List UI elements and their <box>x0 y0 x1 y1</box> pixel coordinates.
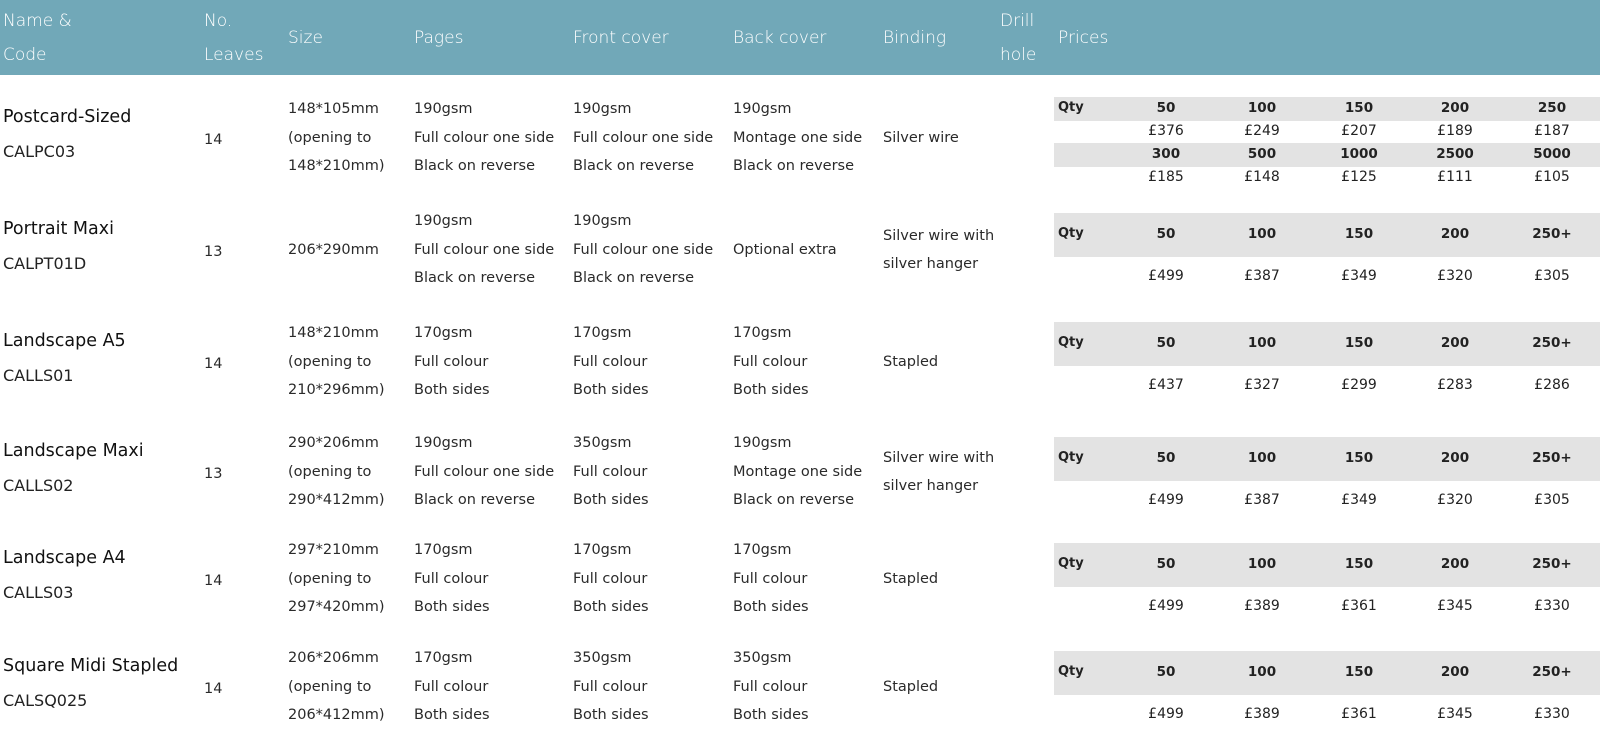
pages-cell <box>414 429 554 515</box>
back-cover-cell <box>733 429 862 515</box>
product-name: Square Midi Stapled <box>3 656 179 676</box>
back-cover-cell-line: Black on reverse <box>733 158 855 175</box>
price-value: £187 <box>1534 123 1570 139</box>
leaves-cell: 14 <box>204 356 223 372</box>
pages-cell-line: Both sides <box>414 382 490 399</box>
binding-cell-line: Stapled <box>883 678 939 695</box>
product-name: Landscape A4 <box>3 548 126 568</box>
header-prices: Prices <box>1058 27 1109 48</box>
qty-value: 100 <box>1247 335 1277 351</box>
header-back-cover: Back cover <box>733 27 827 48</box>
front-cover-cell <box>573 429 649 515</box>
header-binding: Binding <box>883 27 947 48</box>
leaves-cell: 14 <box>204 573 223 589</box>
qty-label: Qty <box>1058 335 1084 350</box>
product-code: CALLS03 <box>3 583 74 602</box>
front-cover-cell-line: Full colour one side <box>573 241 714 258</box>
header-name-line: Name & <box>3 10 72 31</box>
product-code: CALPT01D <box>3 254 87 273</box>
price-value: £305 <box>1534 268 1570 284</box>
back-cover-cell <box>733 644 809 730</box>
price-value: £327 <box>1244 377 1280 393</box>
back-cover-cell <box>733 95 862 181</box>
size-cell <box>288 429 385 515</box>
header-front-cover: Front cover <box>573 27 669 48</box>
front-cover-cell-line: Full colour one side <box>573 129 714 146</box>
pages-cell-line: 190gsm <box>414 213 473 230</box>
qty-value: 100 <box>1247 100 1277 116</box>
front-cover-cell <box>573 207 713 293</box>
price-value: £283 <box>1437 377 1473 393</box>
qty-value: 250+ <box>1532 450 1572 466</box>
pages-cell-line: Black on reverse <box>414 492 536 509</box>
size-cell <box>288 236 379 265</box>
pages-cell-line: Full colour <box>414 353 489 370</box>
pages-cell <box>414 644 490 730</box>
product-code: CALLS02 <box>3 476 74 495</box>
pages-cell <box>414 95 554 181</box>
binding-cell-line: Silver wire with <box>883 449 995 466</box>
back-cover-cell <box>733 536 809 622</box>
size-cell-line: (opening to <box>288 570 372 587</box>
binding-cell <box>883 124 959 153</box>
front-cover-cell-line: Black on reverse <box>573 270 695 287</box>
pages-cell-line: 170gsm <box>414 650 473 667</box>
front-cover-cell-line: 190gsm <box>573 213 632 230</box>
price-value: £330 <box>1534 598 1570 614</box>
pages-cell-line: Both sides <box>414 599 490 616</box>
qty-label: Qty <box>1058 226 1084 241</box>
binding-cell <box>883 565 938 594</box>
size-cell-line: 297*210mm <box>288 542 379 559</box>
pages-cell-line: Full colour one side <box>414 241 555 258</box>
price-value: £349 <box>1341 492 1377 508</box>
qty-label: Qty <box>1058 450 1084 465</box>
back-cover-cell-line: 190gsm <box>733 435 792 452</box>
product-code: CALLS01 <box>3 366 74 385</box>
price-value: £389 <box>1244 706 1280 722</box>
qty-value: 100 <box>1247 450 1277 466</box>
pages-cell-line: Full colour one side <box>414 463 555 480</box>
size-cell-line: (opening to <box>288 353 372 370</box>
front-cover-cell-line: 350gsm <box>573 435 632 452</box>
qty-value: 5000 <box>1533 146 1571 162</box>
price-value: £330 <box>1534 706 1570 722</box>
header-name-code <box>3 0 72 75</box>
qty-label: Qty <box>1058 100 1084 115</box>
binding-cell-line: Silver wire with <box>883 227 995 244</box>
qty-value: 200 <box>1440 335 1470 351</box>
front-cover-cell-line: 350gsm <box>573 650 632 667</box>
back-cover-cell-line: Full colour <box>733 678 808 695</box>
qty-value: 50 <box>1156 664 1176 680</box>
product-name: Postcard-Sized <box>3 107 132 127</box>
qty-label: Qty <box>1058 664 1084 679</box>
qty-value: 250+ <box>1532 664 1572 680</box>
back-cover-cell-line: Both sides <box>733 599 809 616</box>
back-cover-cell-line: 190gsm <box>733 101 792 118</box>
size-cell-line: (opening to <box>288 129 372 146</box>
back-cover-cell <box>733 319 809 405</box>
price-value: £349 <box>1341 268 1377 284</box>
price-value: £345 <box>1437 598 1473 614</box>
front-cover-cell <box>573 95 713 181</box>
price-value: £499 <box>1148 492 1184 508</box>
qty-value: 250+ <box>1532 226 1572 242</box>
front-cover-cell-line: Black on reverse <box>573 158 695 175</box>
binding-cell-line: Stapled <box>883 353 939 370</box>
price-value: £320 <box>1437 268 1473 284</box>
binding-cell <box>883 673 938 702</box>
product-name: Portrait Maxi <box>3 219 114 239</box>
qty-value: 50 <box>1156 556 1176 572</box>
price-value: £125 <box>1341 169 1377 185</box>
back-cover-cell-line: 170gsm <box>733 542 792 559</box>
size-cell-line: 148*210mm <box>288 325 379 342</box>
front-cover-cell <box>573 319 649 405</box>
back-cover-cell-line: Full colour <box>733 353 808 370</box>
qty-value: 50 <box>1156 450 1176 466</box>
size-cell-line: 148*210mm) <box>288 158 385 175</box>
binding-cell-line: silver hanger <box>883 256 979 272</box>
product-name: Landscape A5 <box>3 331 126 351</box>
header-drill-hole <box>1000 0 1036 75</box>
qty-value: 50 <box>1156 226 1176 242</box>
price-value: £376 <box>1148 123 1184 139</box>
qty-value: 500 <box>1247 146 1277 162</box>
price-value: £299 <box>1341 377 1377 393</box>
qty-value: 200 <box>1440 226 1470 242</box>
price-value: £345 <box>1437 706 1473 722</box>
pages-cell-line: 190gsm <box>414 101 473 118</box>
qty-value: 100 <box>1247 664 1277 680</box>
price-value: £105 <box>1534 169 1570 185</box>
price-value: £286 <box>1534 377 1570 393</box>
price-value: £249 <box>1244 123 1280 139</box>
qty-value: 50 <box>1156 100 1176 116</box>
binding-cell <box>883 222 994 279</box>
price-value: £361 <box>1341 598 1377 614</box>
price-value: £387 <box>1244 492 1280 508</box>
size-cell-line: 206*412mm) <box>288 707 385 724</box>
qty-value: 150 <box>1344 100 1374 116</box>
front-cover-cell-line: Full colour <box>573 570 648 587</box>
leaves-cell: 14 <box>204 681 223 697</box>
price-value: £185 <box>1148 169 1184 185</box>
pages-cell-line: 170gsm <box>414 325 473 342</box>
back-cover-cell-line: Black on reverse <box>733 492 855 509</box>
header-leaves-line-1: No. <box>204 10 233 31</box>
front-cover-cell-line: Full colour <box>573 463 648 480</box>
table-header <box>0 0 1600 75</box>
pages-cell-line: 190gsm <box>414 435 473 452</box>
price-value: £499 <box>1148 706 1184 722</box>
binding-cell <box>883 348 938 377</box>
back-cover-cell-line: Full colour <box>733 570 808 587</box>
qty-value: 200 <box>1440 556 1470 572</box>
product-code: CALSQ025 <box>3 691 88 710</box>
qty-value: 50 <box>1156 335 1176 351</box>
pages-cell <box>414 536 490 622</box>
price-value: £148 <box>1244 169 1280 185</box>
qty-label: Qty <box>1058 556 1084 571</box>
size-cell-line: 290*206mm <box>288 435 379 452</box>
front-cover-cell-line: Both sides <box>573 599 649 616</box>
back-cover-cell-line: Both sides <box>733 707 809 724</box>
back-cover-cell-line: Montage one side <box>733 463 863 480</box>
leaves-cell: 13 <box>204 244 223 260</box>
qty-value: 200 <box>1440 664 1470 680</box>
product-name: Landscape Maxi <box>3 441 144 461</box>
pages-cell <box>414 319 490 405</box>
front-cover-cell-line: 170gsm <box>573 542 632 559</box>
size-cell-line: 206*206mm <box>288 650 379 667</box>
front-cover-cell-line: Full colour <box>573 678 648 695</box>
binding-cell <box>883 444 994 501</box>
front-cover-cell <box>573 536 649 622</box>
front-cover-cell-line: 190gsm <box>573 101 632 118</box>
header-drill-line-1: Drill <box>1000 10 1035 31</box>
qty-value: 150 <box>1344 450 1374 466</box>
pages-cell-line: Black on reverse <box>414 158 536 175</box>
pages-cell-line: Both sides <box>414 707 490 724</box>
size-cell <box>288 95 385 181</box>
qty-value: 250 <box>1537 100 1567 116</box>
qty-value: 1000 <box>1340 146 1378 162</box>
back-cover-cell-line: 350gsm <box>733 650 792 667</box>
size-cell-line: 297*420mm) <box>288 599 385 616</box>
price-value: £111 <box>1437 169 1473 185</box>
front-cover-cell-line: Both sides <box>573 707 649 724</box>
size-cell-line: 290*412mm) <box>288 492 385 509</box>
size-cell-line: (opening to <box>288 463 372 480</box>
qty-value: 150 <box>1344 335 1374 351</box>
back-cover-cell-line: Optional extra <box>733 241 837 258</box>
binding-cell-line: Silver wire <box>883 129 959 146</box>
qty-value: 2500 <box>1436 146 1474 162</box>
qty-value: 300 <box>1151 146 1181 162</box>
size-cell-line: 148*105mm <box>288 101 379 118</box>
front-cover-cell <box>573 644 649 730</box>
pages-cell-line: 170gsm <box>414 542 473 559</box>
size-cell <box>288 319 385 405</box>
front-cover-cell-line: Full colour <box>573 353 648 370</box>
qty-value: 200 <box>1440 450 1470 466</box>
qty-value: 250+ <box>1532 556 1572 572</box>
pages-cell-line: Full colour <box>414 570 489 587</box>
price-value: £320 <box>1437 492 1473 508</box>
header-code-line: Code <box>3 44 47 65</box>
back-cover-cell-line: Both sides <box>733 382 809 399</box>
header-leaves <box>204 0 263 75</box>
size-cell-line: (opening to <box>288 678 372 695</box>
qty-value: 200 <box>1440 100 1470 116</box>
leaves-cell: 13 <box>204 466 223 482</box>
price-value: £361 <box>1341 706 1377 722</box>
front-cover-cell-line: 170gsm <box>573 325 632 342</box>
price-value: £437 <box>1148 377 1184 393</box>
price-value: £499 <box>1148 598 1184 614</box>
header-drill-line-2: hole <box>1000 44 1037 65</box>
front-cover-cell-line: Both sides <box>573 382 649 399</box>
qty-value: 250+ <box>1532 335 1572 351</box>
size-cell <box>288 644 385 730</box>
size-cell-line: 210*296mm) <box>288 382 385 399</box>
price-value: £499 <box>1148 268 1184 284</box>
qty-value: 100 <box>1247 226 1277 242</box>
size-cell <box>288 536 385 622</box>
binding-cell-line: Stapled <box>883 570 939 587</box>
header-pages: Pages <box>414 27 464 48</box>
back-cover-cell-line: Montage one side <box>733 129 863 146</box>
header-size: Size <box>288 27 323 48</box>
price-value: £305 <box>1534 492 1570 508</box>
binding-cell-line: silver hanger <box>883 478 979 494</box>
price-value: £189 <box>1437 123 1473 139</box>
back-cover-cell-line: 170gsm <box>733 325 792 342</box>
back-cover-cell <box>733 236 837 265</box>
qty-value: 150 <box>1344 226 1374 242</box>
pages-cell-line: Black on reverse <box>414 270 536 287</box>
pages-cell-line: Full colour <box>414 678 489 695</box>
product-code: CALPC03 <box>3 142 76 161</box>
header-leaves-line-2: Leaves <box>204 44 264 65</box>
leaves-cell: 14 <box>204 132 223 148</box>
pages-cell-line: Full colour one side <box>414 129 555 146</box>
size-cell-line: 206*290mm <box>288 241 379 258</box>
qty-value: 150 <box>1344 556 1374 572</box>
front-cover-cell-line: Both sides <box>573 492 649 509</box>
price-value: £207 <box>1341 123 1377 139</box>
price-value: £387 <box>1244 268 1280 284</box>
pages-cell <box>414 207 554 293</box>
qty-value: 150 <box>1344 664 1374 680</box>
price-value: £389 <box>1244 598 1280 614</box>
qty-value: 100 <box>1247 556 1277 572</box>
